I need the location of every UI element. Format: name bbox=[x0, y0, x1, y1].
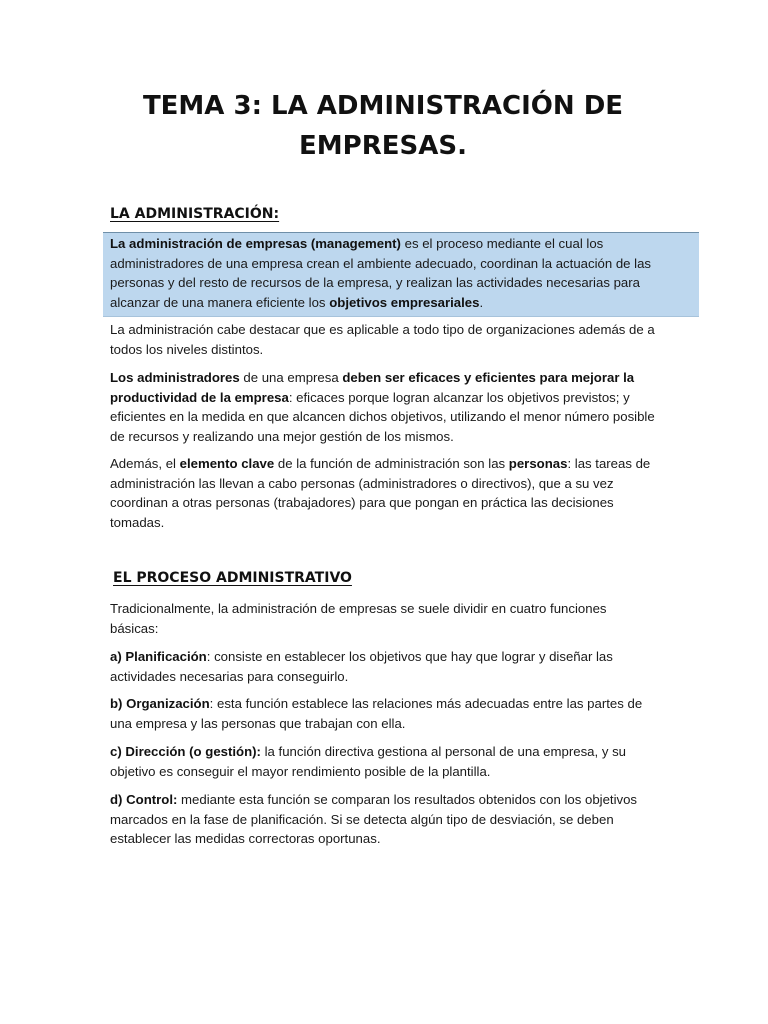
item-label: d) Control: bbox=[110, 792, 178, 807]
paragraph-elemento-clave bbox=[110, 454, 655, 532]
bold-text: La administración de empresas (management) bbox=[110, 236, 401, 251]
bold-text: Los administradores bbox=[110, 370, 240, 385]
bold-text: elemento clave bbox=[179, 456, 275, 471]
section-heading-administracion: LA ADMINISTRACIÓN: bbox=[110, 206, 280, 222]
item-label: a) Planificación bbox=[110, 649, 207, 664]
bold-text: objetivos empresariales bbox=[329, 294, 480, 310]
paragraph-text: de una empresa bbox=[239, 370, 343, 385]
section-heading-proceso: EL PROCESO ADMINISTRATIVO bbox=[113, 570, 352, 586]
paragraph-intro: Tradicionalmente, la administración de empresas se suele dividir en cuatro funciones básicas: bbox=[110, 601, 607, 636]
item-text: mediante esta función se comparan los resultados obtenidos con los objetivos marcados en la fase de planificación. Si se detecta algún tipo de desviación, se deben establecer las medidas correctoras oportunas. bbox=[110, 792, 638, 846]
bold-text: deben ser eficaces y eficientes para mejorar la productividad de la empresa bbox=[110, 370, 635, 405]
item-text: la función directiva gestiona al personal de una empresa, y su objetivo es conseguir el mayor rendimiento posible de la plantilla. bbox=[110, 744, 627, 779]
paragraph-text: . bbox=[479, 294, 484, 310]
item-label: c) Dirección (o gestión): bbox=[110, 744, 261, 759]
paragraph-text: es el proceso mediante el cual los administradores de una empresa crean el ambiente adecuado, coordinan la actuación de las personas y del resto de recursos de la empresa, y realizan las actividades necesarias para alcanzar de una manera eficiente los bbox=[110, 236, 652, 310]
bold-text: personas bbox=[508, 456, 568, 471]
paragraph-text: : las tareas de administración las llevan a cabo personas (administradores o directivos), que a su vez coordinan a otras personas (trabajadores) para que pongan en práctica las decisiones tomadas. bbox=[110, 456, 651, 530]
item-label: b) Organización bbox=[110, 696, 210, 711]
list-item-planificacion bbox=[110, 647, 655, 686]
paragraph-text: de la función de administración son las bbox=[274, 456, 509, 471]
paragraph-text: : eficaces porque logran alcanzar los objetivos previstos; y eficientes en la medida en que alcancen dichos objetivos, utilizando el menor número posible de recursos y realizando una mejor gestión de los mismos. bbox=[110, 389, 655, 444]
paragraph-text: Además, el bbox=[110, 456, 180, 471]
highlighted-paragraph bbox=[110, 234, 655, 312]
list-item-direccion bbox=[110, 742, 655, 781]
document-title: TEMA 3: LA ADMINISTRACIÓN DE EMPRESAS. bbox=[142, 91, 624, 161]
item-text: : esta función establece las relaciones más adecuadas entre las partes de una empresa y las personas que trabajan con ella. bbox=[110, 696, 643, 731]
item-text: : consiste en establecer los objetivos que hay que lograr y diseñar las actividades necesarias para conseguirlo. bbox=[110, 649, 613, 684]
paragraph-aplicable: La administración cabe destacar que es aplicable a todo tipo de organizaciones además de a todos los niveles distintos. bbox=[110, 322, 655, 357]
list-item-organizacion bbox=[110, 694, 655, 733]
paragraph-administradores bbox=[110, 368, 655, 446]
list-item-control bbox=[110, 790, 655, 849]
